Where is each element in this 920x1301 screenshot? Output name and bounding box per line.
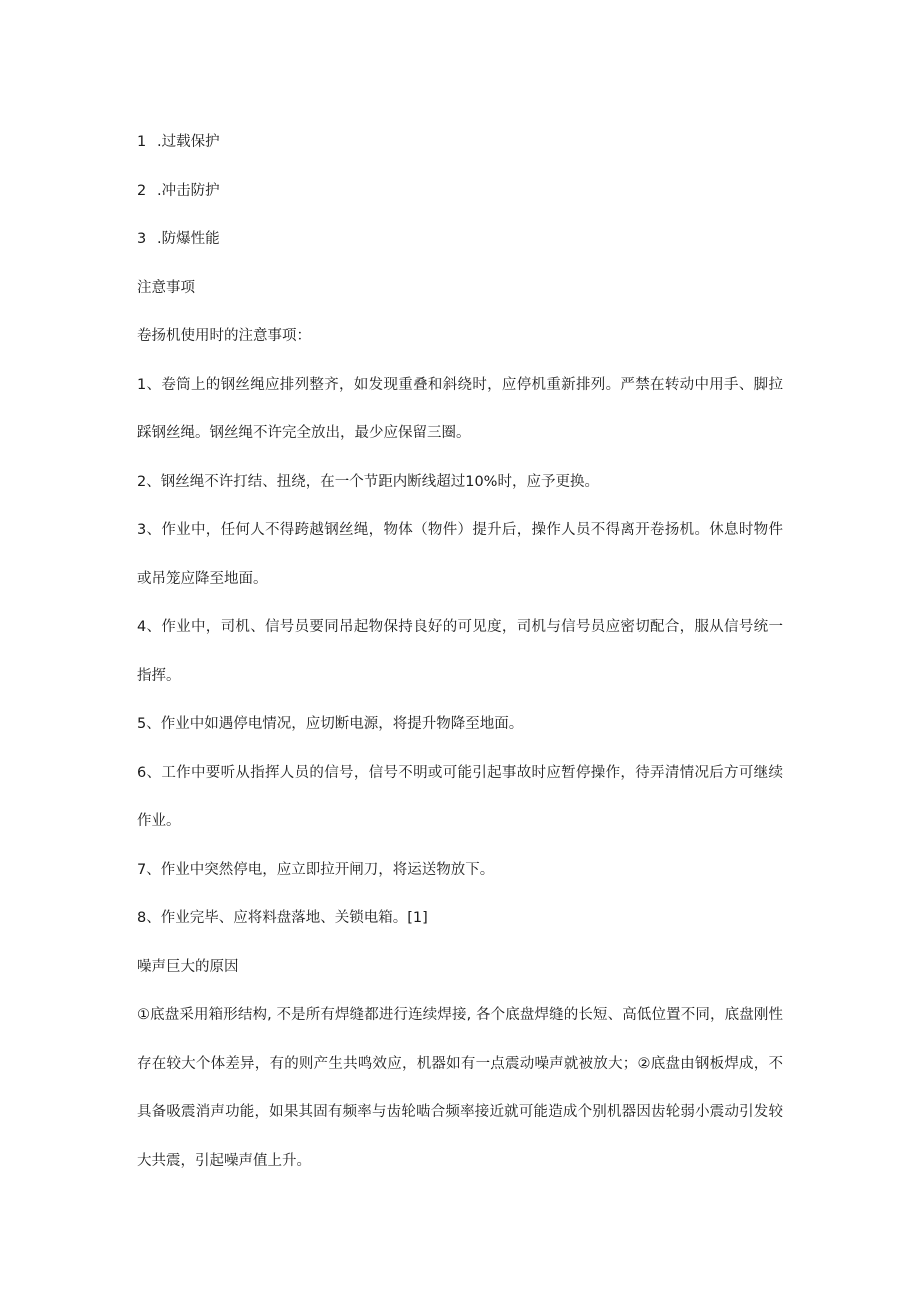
note-7: 7、作业中突然停电，应立即拉开闸刀，将运送物放下。 [137, 861, 495, 878]
heading-notes: 注意事项 [137, 279, 195, 296]
noise-paragraph: ①底盘采用箱形结构, 不是所有焊缝都进行连续焊接, 各个底盘焊缝的长短、高低位置不同，底盘刚性存在较大个体差异，有的则产生共鸣效应，机器如有一点震动噪声就被放大；②底盘由钢板焊成，不具备吸震消声功能，如果其固有频率与齿轮啮合频率接近就可能造成个别机器因齿轮弱小震动引发较大共震，引起噪声值上升。 [137, 1007, 783, 1169]
notes-intro: 卷扬机使用时的注意事项： [137, 328, 311, 344]
document-body [137, 118, 783, 1185]
note-2: 2、钢丝绳不许打结、扭绕，在一个节距内断线超过10%时，应予更换。 [137, 473, 599, 490]
note-8: 8、作业完毕、应将料盘落地、关锁电箱。[1] [137, 910, 428, 926]
note-4: 4、作业中，司机、信号员要同吊起物保持良好的可见度，司机与信号员应密切配合，服从信号统一指挥。 [137, 619, 783, 684]
note-6: 6、工作中要听从指挥人员的信号，信号不明或可能引起事故时应暂停操作，待弄清情况后方可继续作业。 [137, 764, 783, 829]
note-5: 5、作业中如遇停电情况，应切断电源，将提升物降至地面。 [137, 716, 524, 732]
list-item-explosion: 3 .防爆性能 [137, 231, 220, 247]
heading-noise: 噪声巨大的原因 [137, 958, 239, 975]
note-3: 3、作业中，任何人不得跨越钢丝绳，物体（物件）提升后，操作人员不得离开卷扬机。休息时物件或吊笼应降至地面。 [137, 522, 783, 587]
list-item-impact: 2 .冲击防护 [137, 182, 220, 199]
list-item-overload: 1 .过载保护 [137, 134, 220, 150]
note-1: 1、卷筒上的钢丝绳应排列整齐，如发现重叠和斜绕时，应停机重新排列。严禁在转动中用手、脚拉踩钢丝绳。钢丝绳不许完全放出，最少应保留三圈。 [137, 376, 783, 441]
